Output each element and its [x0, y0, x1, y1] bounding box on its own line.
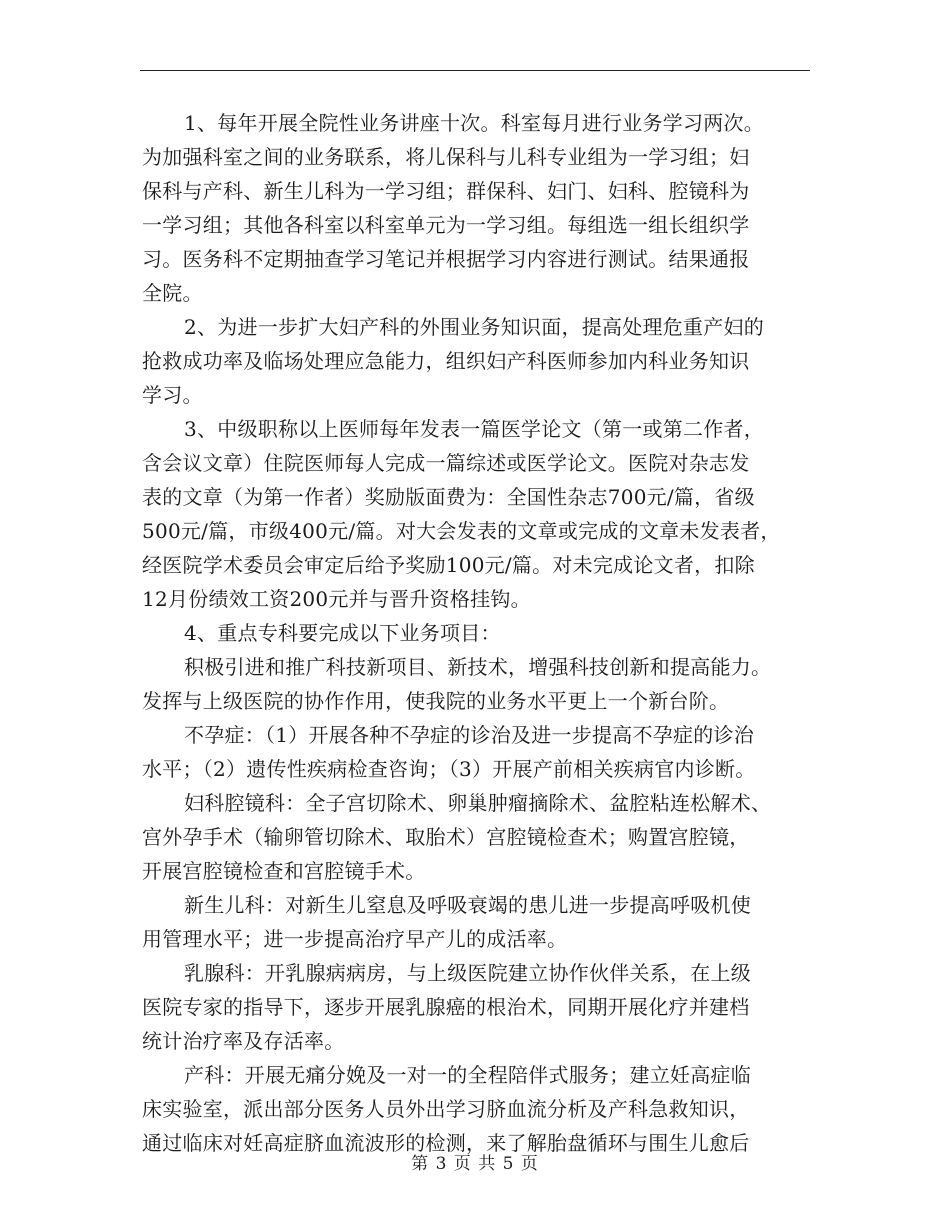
text-line: 表的文章（为第一作者）奖励版面费为：全国性杂志700元/篇，省级: [142, 485, 755, 509]
text-line: 积极引进和推广科技新项目、新技术，增强科技创新和提高能力。: [184, 655, 772, 679]
text-line: 抢救成功率及临场处理应急能力，组织妇产科医师参加内科业务知识: [142, 349, 750, 373]
text-line: 12月份绩效工资200元并与晋升资格挂钩。: [142, 587, 531, 611]
text-line: 宫外孕手术（输卵管切除术、取胎术）宫腔镜检查术；购置宫腔镜，: [142, 825, 750, 849]
text-line: 500元/篇，市级400元/篇。对大会发表的文章或完成的文章未发表者，: [142, 519, 781, 543]
text-line: 习。医务科不定期抽查学习笔记并根据学习内容进行测试。结果通报: [142, 247, 750, 271]
text-line: 乳腺科：开乳腺病病房，与上级医院建立协作伙伴关系，在上级: [184, 961, 751, 985]
text-line: 含会议文章）住院医师每人完成一篇综述或医学论文。医院对杂志发: [142, 451, 750, 475]
text-line: 3、中级职称以上医师每年发表一篇医学论文（第一或第二作者，: [184, 417, 764, 441]
text-line: 水平；（2）遗传性疾病检查咨询；（3）开展产前相关疾病官内诊断。: [142, 757, 756, 781]
page-number-footer: 第 3 页 共 5 页: [411, 1154, 539, 1174]
text-line: 1、每年开展全院性业务讲座十次。科室每月进行业务学习两次。: [184, 111, 764, 135]
document-body: [142, 106, 810, 1160]
text-line: 妇科腔镜科：全子宫切除术、卵巢肿瘤摘除术、盆腔粘连松解术、: [184, 791, 772, 815]
text-line: 一学习组；其他各科室以科室单元为一学习组。每组选一组长组织学: [142, 213, 750, 237]
text-line: 床实验室，派出部分医务人员外出学习脐血流分析及产科急救知识，: [142, 1097, 750, 1121]
header-rule: [140, 70, 810, 71]
text-line: 通过临床对妊高症脐血流波形的检测，来了解胎盘循环与围生儿愈后: [142, 1131, 750, 1155]
text-line: 发挥与上级医院的协作作用，使我院的业务水平更上一个新台阶。: [142, 689, 730, 713]
text-line: 2、为进一步扩大妇产科的外围业务知识面，提高处理危重产妇的: [184, 315, 764, 339]
text-line: 经医院学术委员会审定后给予奖励100元/篇。对未完成论文者，扣除: [142, 553, 755, 577]
text-line: 4、重点专科要完成以下业务项目：: [184, 621, 501, 645]
text-line: 统计治疗率及存活率。: [142, 1029, 345, 1053]
text-line: 新生儿科：对新生儿窒息及呼吸衰竭的患儿进一步提高呼吸机使: [184, 893, 751, 917]
text-line: 不孕症：（1）开展各种不孕症的诊治及进一步提高不孕症的诊治: [184, 723, 754, 747]
text-line: 学习。: [142, 383, 203, 407]
text-line: 用管理水平；进一步提高治疗早产儿的成活率。: [142, 927, 568, 951]
text-line: 产科：开展无痛分娩及一对一的全程陪伴式服务；建立妊高症临: [184, 1063, 751, 1087]
text-line: 医院专家的指导下，逐步开展乳腺癌的根治术，同期开展化疗并建档: [142, 995, 750, 1019]
text-line: 为加强科室之间的业务联系，将儿保科与儿科专业组为一学习组；妇: [142, 145, 750, 169]
text-line: 全院。: [142, 281, 203, 305]
text-line: 开展宫腔镜检查和宫腔镜手术。: [142, 859, 426, 883]
text-line: 保科与产科、新生儿科为一学习组；群保科、妇门、妇科、腔镜科为: [142, 179, 750, 203]
